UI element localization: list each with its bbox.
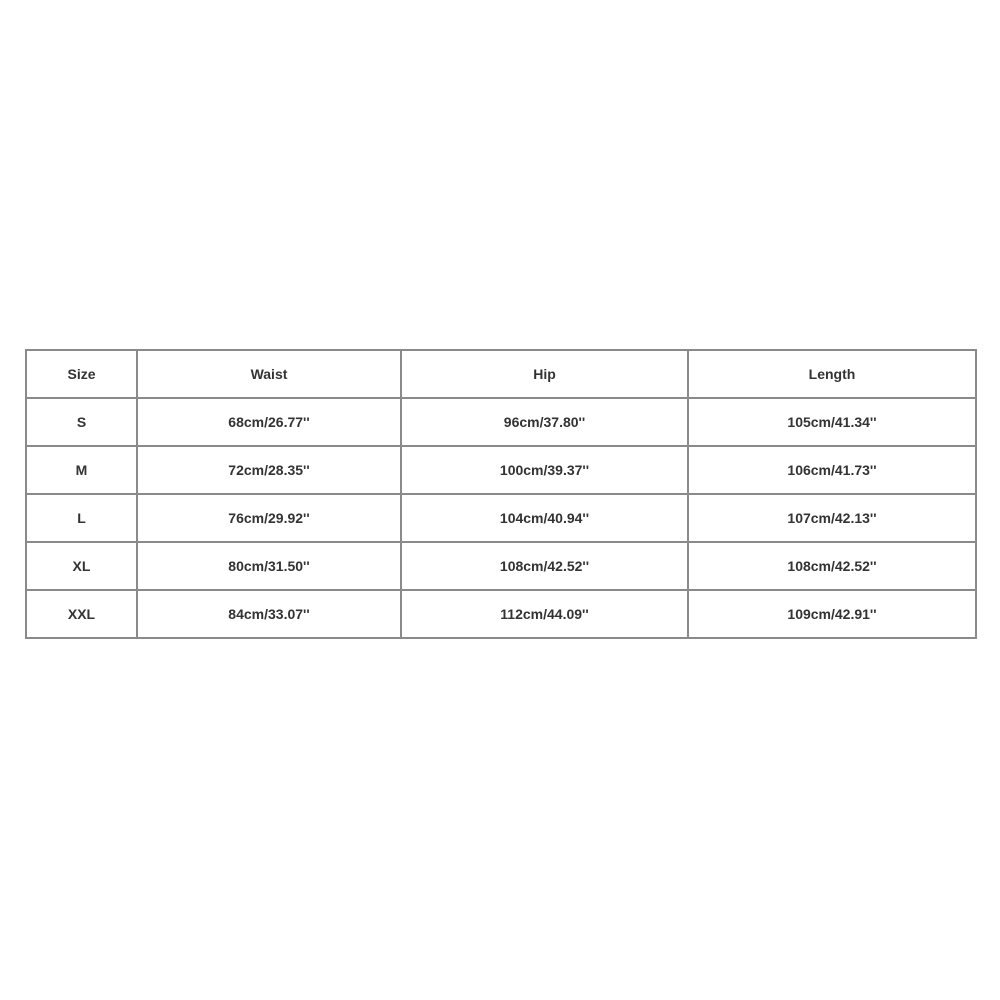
cell-hip: 112cm/44.09'': [401, 590, 688, 638]
cell-length: 106cm/41.73'': [688, 446, 976, 494]
header-length: Length: [688, 350, 976, 398]
size-chart-table: [25, 349, 977, 639]
cell-length: 108cm/42.52'': [688, 542, 976, 590]
cell-size: XXL: [26, 590, 137, 638]
header-hip: Hip: [401, 350, 688, 398]
cell-hip: 100cm/39.37'': [401, 446, 688, 494]
cell-waist: 72cm/28.35'': [137, 446, 401, 494]
cell-size: XL: [26, 542, 137, 590]
cell-hip: 104cm/40.94'': [401, 494, 688, 542]
cell-waist: 68cm/26.77'': [137, 398, 401, 446]
cell-hip: 108cm/42.52'': [401, 542, 688, 590]
cell-size: L: [26, 494, 137, 542]
table-row: [26, 590, 976, 638]
header-waist: Waist: [137, 350, 401, 398]
cell-length: 107cm/42.13'': [688, 494, 976, 542]
table-row: [26, 446, 976, 494]
cell-size: S: [26, 398, 137, 446]
cell-waist: 80cm/31.50'': [137, 542, 401, 590]
table-row: [26, 494, 976, 542]
table-row: [26, 398, 976, 446]
cell-waist: 76cm/29.92'': [137, 494, 401, 542]
cell-waist: 84cm/33.07'': [137, 590, 401, 638]
cell-hip: 96cm/37.80'': [401, 398, 688, 446]
table-row: [26, 542, 976, 590]
cell-length: 109cm/42.91'': [688, 590, 976, 638]
cell-length: 105cm/41.34'': [688, 398, 976, 446]
header-size: Size: [26, 350, 137, 398]
table-header-row: [26, 350, 976, 398]
cell-size: M: [26, 446, 137, 494]
